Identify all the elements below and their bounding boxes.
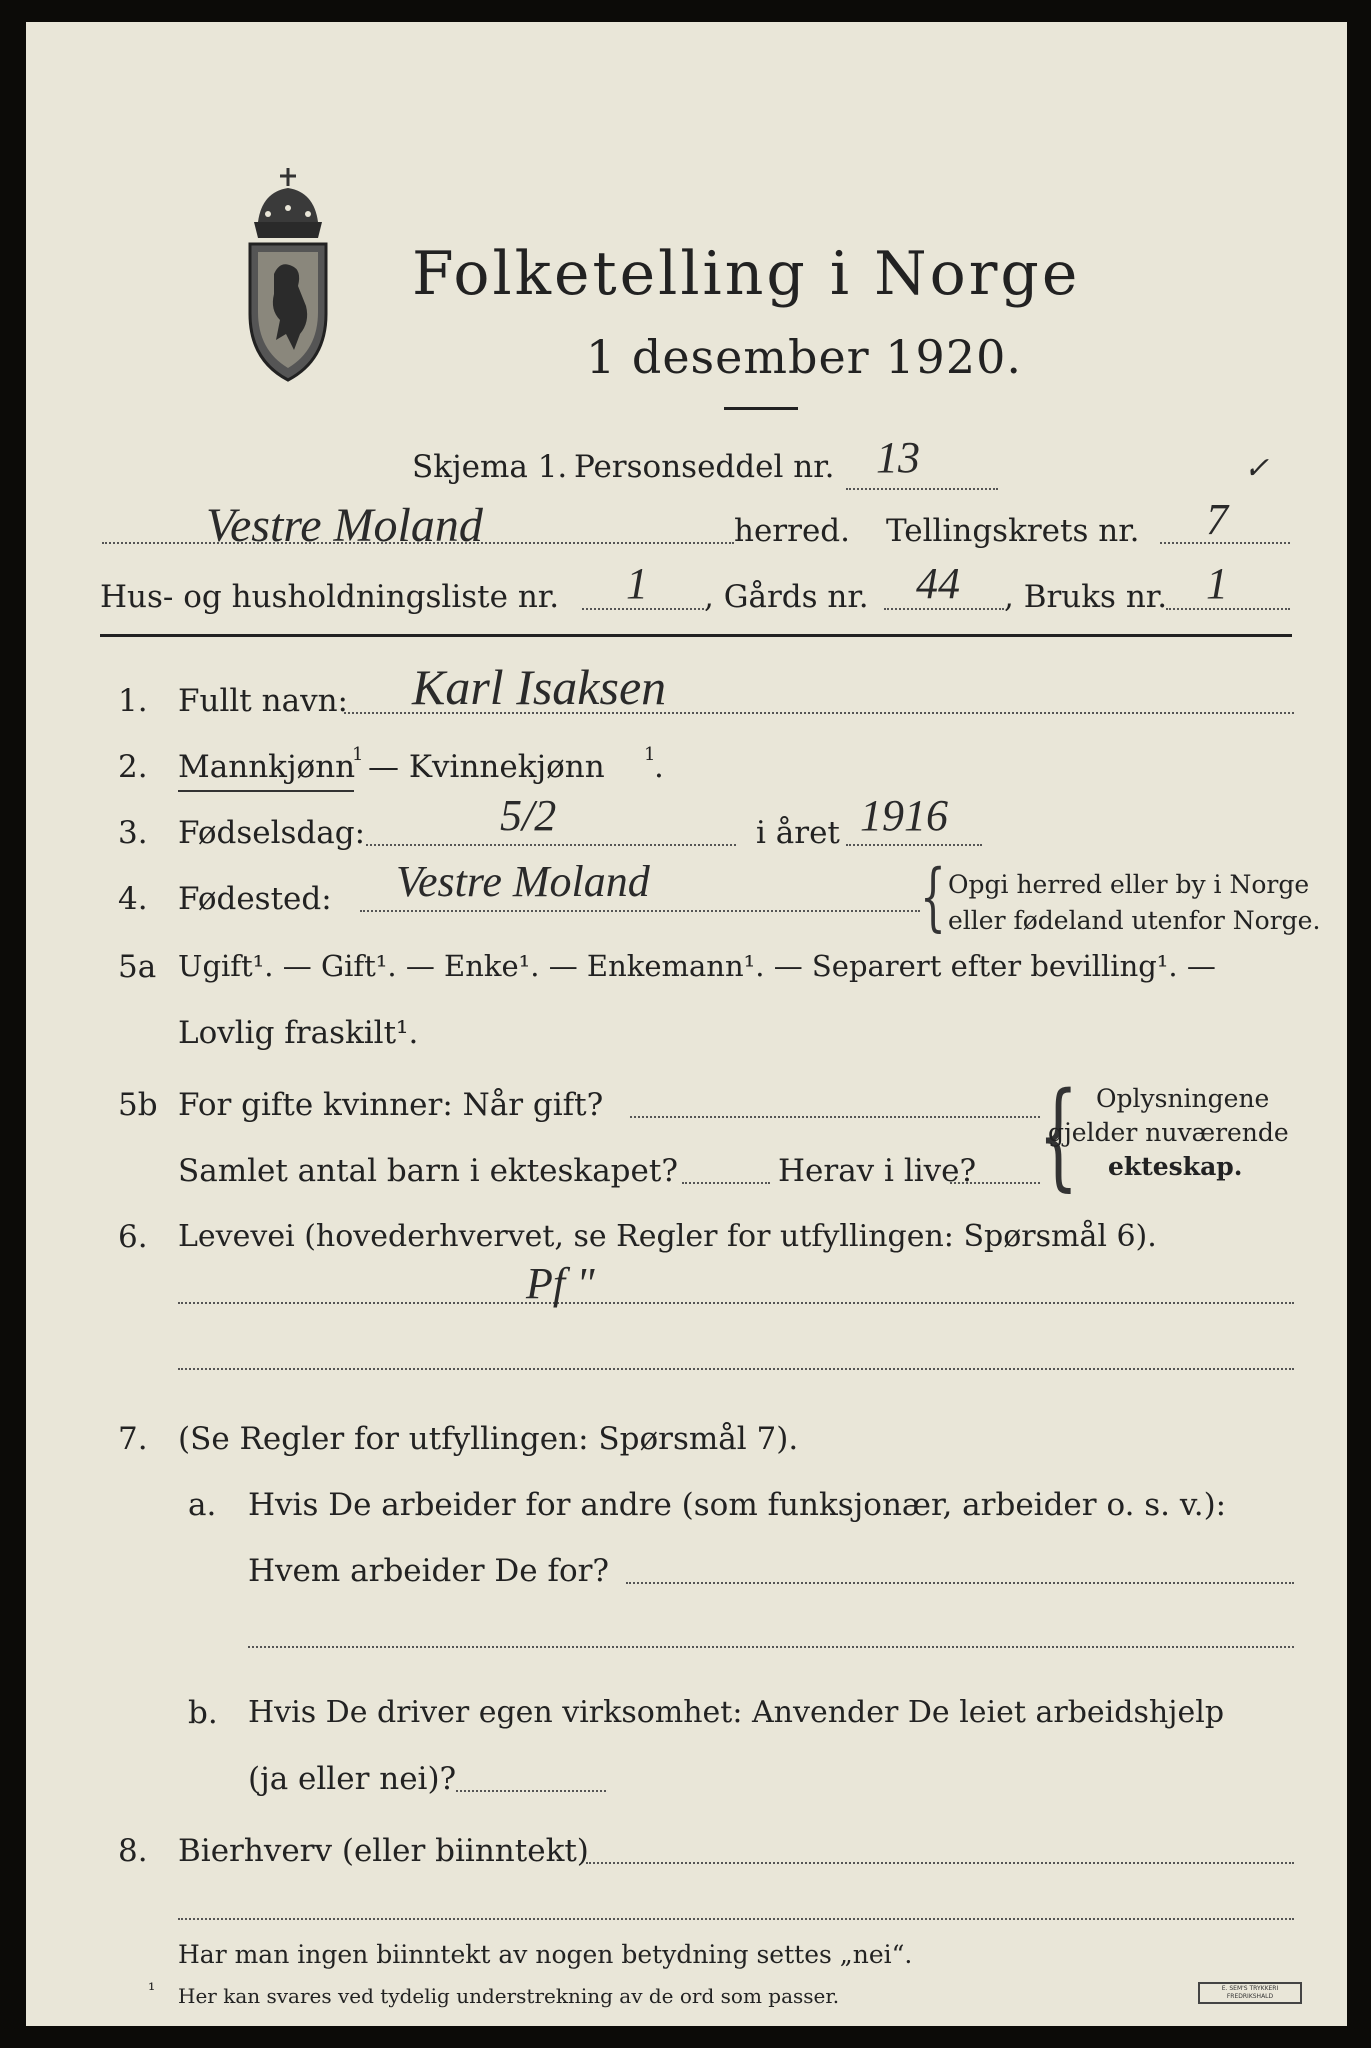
q5b-brace: { <box>1038 1068 1079 1203</box>
printer-stamp: E. SEM'S TRYKKERI FREDRIKSHALD <box>1198 1982 1302 2004</box>
q7a-answer-line2 <box>248 1646 1294 1648</box>
check-mark: ✓ <box>1244 452 1270 485</box>
title-divider <box>724 407 798 410</box>
q8-number: 8. <box>118 1833 148 1869</box>
tellingskrets-number: 7 <box>1206 495 1228 544</box>
q2-number: 2. <box>118 749 148 785</box>
q3-number: 3. <box>118 815 148 851</box>
q7b-line2: (ja eller nei)? <box>248 1761 457 1797</box>
q7-label: (Se Regler for utfyllingen: Spørsmål 7). <box>178 1421 799 1457</box>
bruks-number: 1 <box>1206 559 1228 608</box>
q4-note-line2: eller fødeland utenfor Norge. <box>948 906 1321 935</box>
q8-answer-line2 <box>178 1918 1294 1920</box>
q5b-note-line1: Oplysningene <box>1096 1084 1270 1113</box>
husliste-label: Hus- og husholdningsliste nr. <box>100 579 560 615</box>
census-form-page <box>26 22 1347 2026</box>
q6-label: Levevei (hovederhvervet, se Regler for utfyllingen: Spørsmål 6). <box>178 1219 1157 1254</box>
q5b-alive-line <box>950 1182 1040 1184</box>
husliste-number: 1 <box>626 559 648 608</box>
q4-brace: { <box>920 854 946 940</box>
skjema-label: Skjema 1. <box>412 449 568 485</box>
q2-female-option: — Kvinnekjønn <box>368 749 605 785</box>
q3-birth-year: 1916 <box>860 791 948 840</box>
q5b-married-line <box>630 1116 1040 1118</box>
q3-date-line <box>366 844 736 846</box>
q3-year-line <box>846 844 982 846</box>
footnote-text: Her kan svares ved tydelig understrekning av de ord som passer. <box>178 1984 840 2008</box>
q7b-letter-visible: b. <box>188 1695 218 1731</box>
q7b-answer-line <box>456 1790 606 1792</box>
q5b-note-line2: gjelder nuværende <box>1048 1118 1289 1147</box>
q2-male-underline <box>178 790 354 792</box>
q4-birth-place: Vestre Moland <box>396 857 650 906</box>
footnote-mark: ¹ <box>148 1980 156 2001</box>
q7a-line1: Hvis De arbeider for andre (som funksjonær, arbeider o. s. v.): <box>248 1487 1227 1523</box>
q4-note-line1: Opgi herred eller by i Norge <box>948 870 1310 899</box>
q5a-line1: Ugift¹. — Gift¹. — Enke¹. — Enkemann¹. — Separert efter bevilling¹. — <box>178 949 1216 983</box>
q6-occupation: Pf " <box>526 1259 595 1308</box>
q7a-answer-line1 <box>626 1582 1294 1584</box>
husliste-line <box>582 608 704 610</box>
q2-female-footnote: 1 <box>644 744 656 765</box>
q3-birth-date: 5/2 <box>500 791 557 840</box>
census-date: 1 desember 1920. <box>586 330 1022 384</box>
gards-label: , Gårds nr. <box>704 579 869 615</box>
herred-value: Vestre Moland <box>206 499 483 552</box>
personseddel-number: 13 <box>876 433 920 482</box>
q2-end: . <box>654 749 664 785</box>
norway-coat-of-arms-icon <box>240 164 336 386</box>
gards-number: 44 <box>916 559 960 608</box>
q7a-letter: a. <box>188 1487 217 1523</box>
header-divider <box>100 634 1292 637</box>
q6-line1 <box>178 1302 1294 1304</box>
q5b-line1: For gifte kvinner: Når gift? <box>178 1087 604 1123</box>
tellingskrets-label: Tellingskrets nr. <box>886 513 1140 549</box>
q7a-line2: Hvem arbeider De for? <box>248 1553 610 1589</box>
q1-number: 1. <box>118 683 148 719</box>
q7b-line1: Hvis De driver egen virksomhet: Anvender De leiet arbeidshjelp <box>248 1695 1225 1730</box>
q7-number: 7. <box>118 1421 148 1457</box>
q5b-line2a: Samlet antal barn i ekteskapet? <box>178 1153 678 1189</box>
q8-label: Bierhverv (eller biinntekt) <box>178 1833 589 1869</box>
q8-answer-line1 <box>586 1862 1294 1864</box>
q4-line <box>360 910 920 912</box>
q2-male-footnote: 1 <box>352 744 364 765</box>
bruks-label: , Bruks nr. <box>1004 579 1168 615</box>
q2-male-option: Mannkjønn <box>178 749 356 785</box>
q6-number: 6. <box>118 1219 148 1255</box>
q4-label: Fødested: <box>178 881 332 917</box>
personseddel-line <box>846 488 998 490</box>
q5a-number: 5a <box>118 949 157 985</box>
herred-label: herred. <box>734 513 850 549</box>
q6-line2 <box>178 1368 1294 1370</box>
q5b-number: 5b <box>118 1087 158 1123</box>
q3-year-label: i året <box>756 815 840 851</box>
q1-full-name: Karl Isaksen <box>412 659 667 715</box>
q5b-line2b: Herav i live? <box>778 1153 977 1189</box>
q5b-note-line3: ekteskap. <box>1108 1152 1243 1181</box>
personseddel-label: Personseddel nr. <box>574 449 835 485</box>
q3-label: Fødselsdag: <box>178 815 366 851</box>
gards-line <box>884 608 1004 610</box>
bruks-line <box>1166 608 1290 610</box>
q1-label: Fullt navn: <box>178 683 348 719</box>
q5a-line2: Lovlig fraskilt¹. <box>178 1015 419 1051</box>
q5b-children-line <box>682 1182 770 1184</box>
form-title: Folketelling i Norge <box>412 239 1081 309</box>
q4-number: 4. <box>118 881 148 917</box>
biinntekt-note: Har man ingen biinntekt av nogen betydning settes „nei“. <box>178 1940 913 1969</box>
